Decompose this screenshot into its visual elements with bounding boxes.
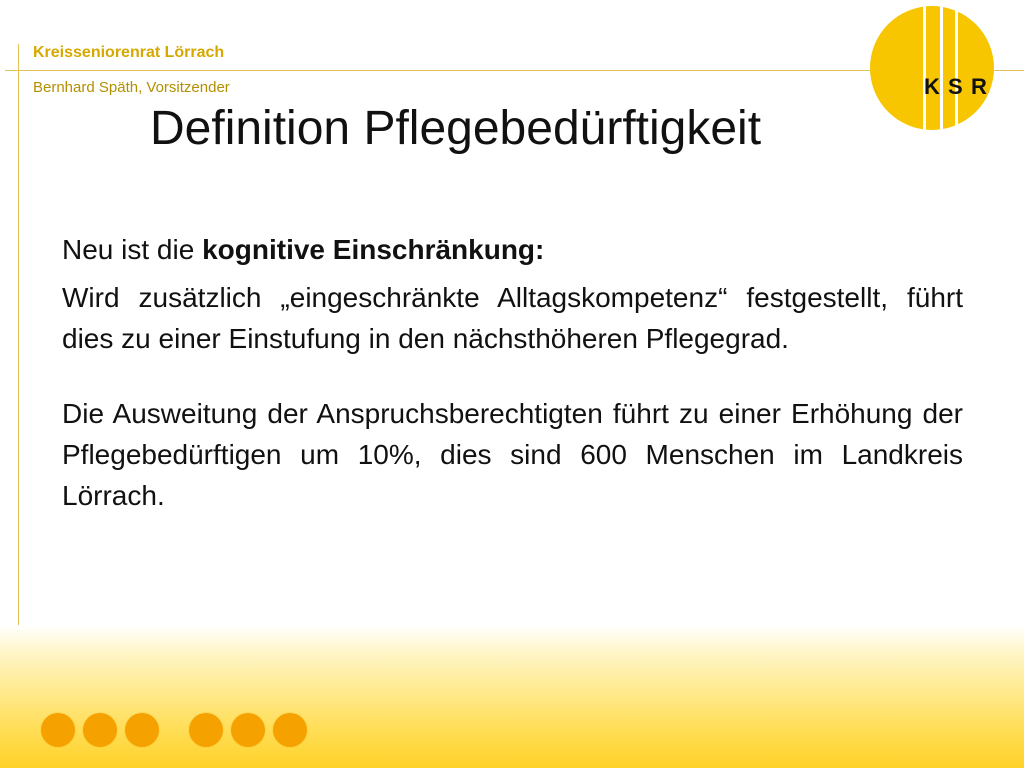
paragraph-2: Die Ausweitung der Anspruchsberechtigten führt zu einer Erhöhung der Pflegebedürftigen um 10%, dies sind 600 Menschen im Landkreis Lörrach. — [62, 398, 963, 511]
logo-bar-3 — [955, 3, 958, 133]
decorative-dot — [231, 713, 265, 747]
ksr-logo — [867, 3, 997, 133]
decorative-dot — [41, 713, 75, 747]
logo-letter-k: K — [924, 74, 940, 99]
intro-text: Neu ist die — [62, 234, 203, 265]
slide-title: Definition Pflegebedürftigkeit — [150, 102, 762, 155]
intro-paragraph — [62, 229, 963, 270]
decorative-dot — [83, 713, 117, 747]
left-divider-line — [18, 44, 19, 636]
decorative-dots — [41, 713, 311, 749]
decorative-dot — [273, 713, 307, 747]
intro-bold-text: kognitive Einschränkung: — [202, 234, 545, 265]
decorative-dot — [189, 713, 223, 747]
logo-bar-1 — [923, 3, 926, 133]
paragraph-gap — [62, 359, 963, 393]
ksr-logo-graphic — [867, 3, 997, 133]
organization-person: Bernhard Späth, Vorsitzender — [33, 79, 230, 96]
logo-letter-r: R — [971, 74, 987, 99]
decorative-dot — [125, 713, 159, 747]
organization-name: Kreisseniorenrat Lörrach — [33, 44, 225, 61]
logo-letter-s: S — [948, 74, 963, 99]
logo-circle — [870, 6, 994, 130]
slide-content — [62, 229, 963, 516]
logo-bar-2 — [940, 3, 943, 133]
paragraph-1: Wird zusätzlich „eingeschränkte Alltagskompetenz“ festgestellt, führt dies zu einer Einstufung in den nächsthöheren Pflegegrad. — [62, 282, 963, 354]
